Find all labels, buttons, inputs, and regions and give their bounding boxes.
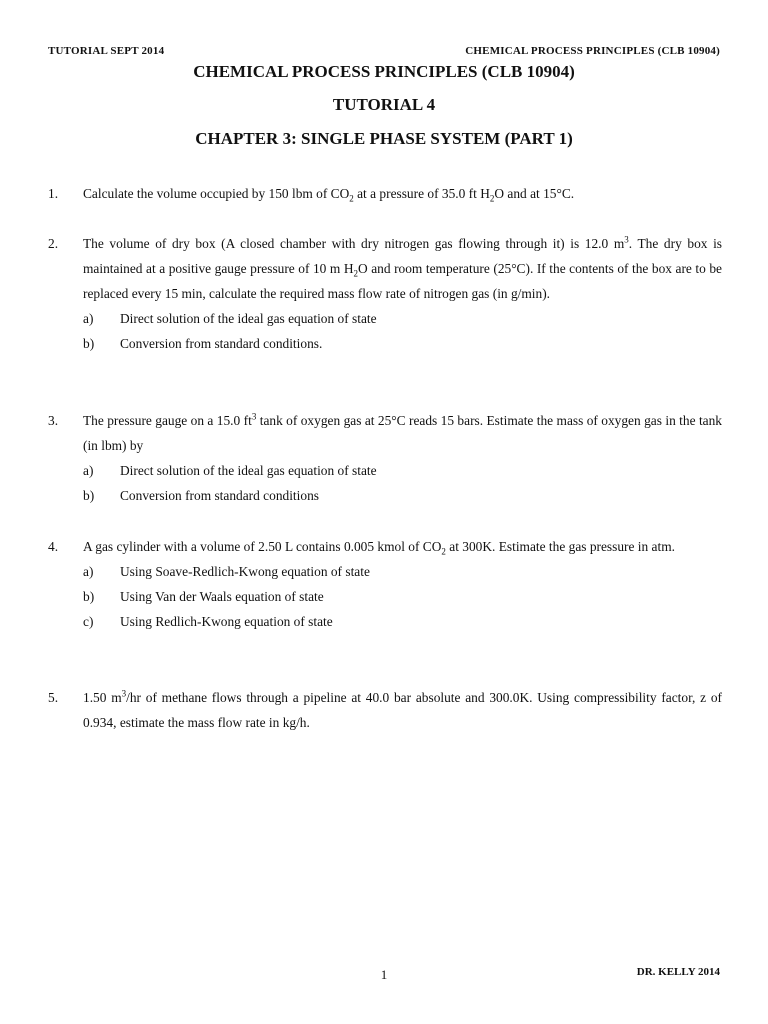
question-5 [48,685,722,735]
sub-question-text: Conversion from standard conditions [120,488,319,503]
sub-question-text: Direct solution of the ideal gas equation of state [120,463,377,478]
sub-question [83,483,722,508]
tutorial-number: TUTORIAL 4 [332,95,436,114]
question-text: The pressure gauge on a 15.0 $ft^3$ tank of oxygen gas at 25°C reads 15 bars. Estimate the mass of oxygen gas in the tank (in lbm) by [83,411,723,453]
question-text: The volume of dry box (A closed chamber with dry nitrogen gas flowing through it) is 12.0 $m^3$. The dry box is maintained at a positive gauge pressure of 10 m $H_2O$ and room temperature (25°C). If the contents of the box are to be replaced every 15 min, calculate the required mass flow rate of nitrogen gas (in g/min). [83,234,722,301]
sub-question-list [83,306,722,356]
sub-question-label: a) [83,564,94,579]
document-title: CHEMICAL PROCESS PRINCIPLES (CLB 10904) [193,62,575,81]
sub-question-text: Using Van der Waals equation of state [120,589,324,604]
sub-question-text: Using Redlich-Kwong equation of state [120,614,333,629]
question-text: Calculate the volume occupied by 150 lbm of $CO_2$ at a pressure of 35.0 ft $H_2O$ and at 15°C. [83,186,575,204]
header-left: TUTORIAL SEPT 2014 [48,45,165,57]
page-number: 1 [380,967,388,982]
question-number: 3. [48,413,59,428]
question-number: 4. [48,539,59,554]
question-2 [48,231,722,356]
sub-question [83,306,722,331]
sub-question-list [83,458,722,508]
sub-question-label: b) [83,336,95,351]
question-1 [48,181,722,206]
chapter-title: CHAPTER 3: SINGLE PHASE SYSTEM (PART 1) [195,129,573,148]
sub-question-list [83,559,722,634]
sub-question-text: Direct solution of the ideal gas equation of state [120,311,377,326]
question-3 [48,408,722,508]
header-right: CHEMICAL PROCESS PRINCIPLES (CLB 10904) [465,45,720,57]
question-text: 1.50 $m^3/hr$ of methane flows through a pipeline at 40.0 bar absolute and 300.0K. Using compressibility factor, z of 0.934, estimate the mass flow rate in kg/h. [83,688,722,730]
sub-question [83,609,722,634]
sub-question-text: Using Soave-Redlich-Kwong equation of state [120,564,370,579]
sub-question [83,458,722,483]
sub-question [83,331,722,356]
sub-question-label: a) [83,311,94,326]
question-text: A gas cylinder with a volume of 2.50 L contains 0.005 kmol of $CO_2$ at 300K. Estimate the gas pressure in atm. [83,539,675,557]
sub-question-label: b) [83,589,95,604]
question-number: 2. [48,236,59,251]
question-number: 1. [48,186,59,201]
sub-question-label: a) [83,463,94,478]
footer-author: DR. KELLY 2014 [636,966,720,978]
sub-question-label: c) [83,614,94,629]
question-number: 5. [48,690,59,705]
question-4 [48,534,722,634]
sub-question [83,559,722,584]
sub-question-text: Conversion from standard conditions. [120,336,323,351]
sub-question-label: b) [83,488,95,503]
sub-question [83,584,722,609]
